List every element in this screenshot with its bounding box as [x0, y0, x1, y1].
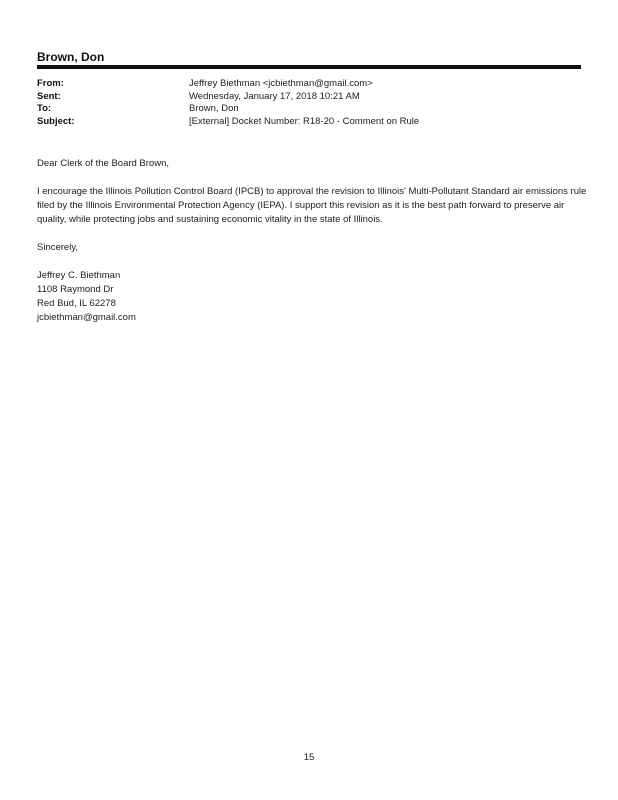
email-body — [37, 157, 587, 339]
sent-label: Sent: — [37, 90, 61, 102]
from-label: From: — [37, 78, 64, 89]
greeting: Dear Clerk of the Board Brown, — [37, 158, 170, 169]
signature-block — [37, 269, 587, 325]
from-value: Jeffrey Biethman <jcbiethman@gmail.com> — [189, 78, 373, 89]
subject-value: [External] Docket Number: R18-20 - Comment on Rule — [189, 115, 420, 127]
signature-name: Jeffrey C. Biethman — [37, 270, 121, 281]
signature-street: 1108 Raymond Dr — [37, 284, 114, 295]
signature-city: Red Bud, IL 62278 — [37, 298, 116, 309]
page-number: 15 — [303, 752, 315, 763]
to-label: To: — [37, 103, 52, 114]
subject-label: Subject: — [37, 115, 75, 127]
to-row — [37, 103, 581, 116]
to-value: Brown, Don — [189, 103, 239, 114]
sent-row — [37, 91, 581, 104]
sent-value: Wednesday, January 17, 2018 10:21 AM — [189, 90, 360, 102]
email-metadata — [37, 78, 581, 128]
header-divider — [37, 65, 581, 69]
closing: Sincerely, — [37, 242, 79, 253]
signature-email: jcbiethman@gmail.com — [37, 312, 136, 323]
mailbox-owner-name: Brown, Don — [37, 50, 105, 64]
subject-row — [37, 116, 581, 129]
body-paragraph: I encourage the Illinois Pollution Control Board (IPCB) to approval the revision to Illinois' Multi-Pollutant Standard air emissions rule filed by the Illinois Environmental Protection Agency (IEPA). I support this revision as it is the best path forward to preserve air quality, while protecting jobs and sustaining economic vitality in the state of Illinois. — [37, 186, 587, 225]
from-row — [37, 78, 581, 91]
